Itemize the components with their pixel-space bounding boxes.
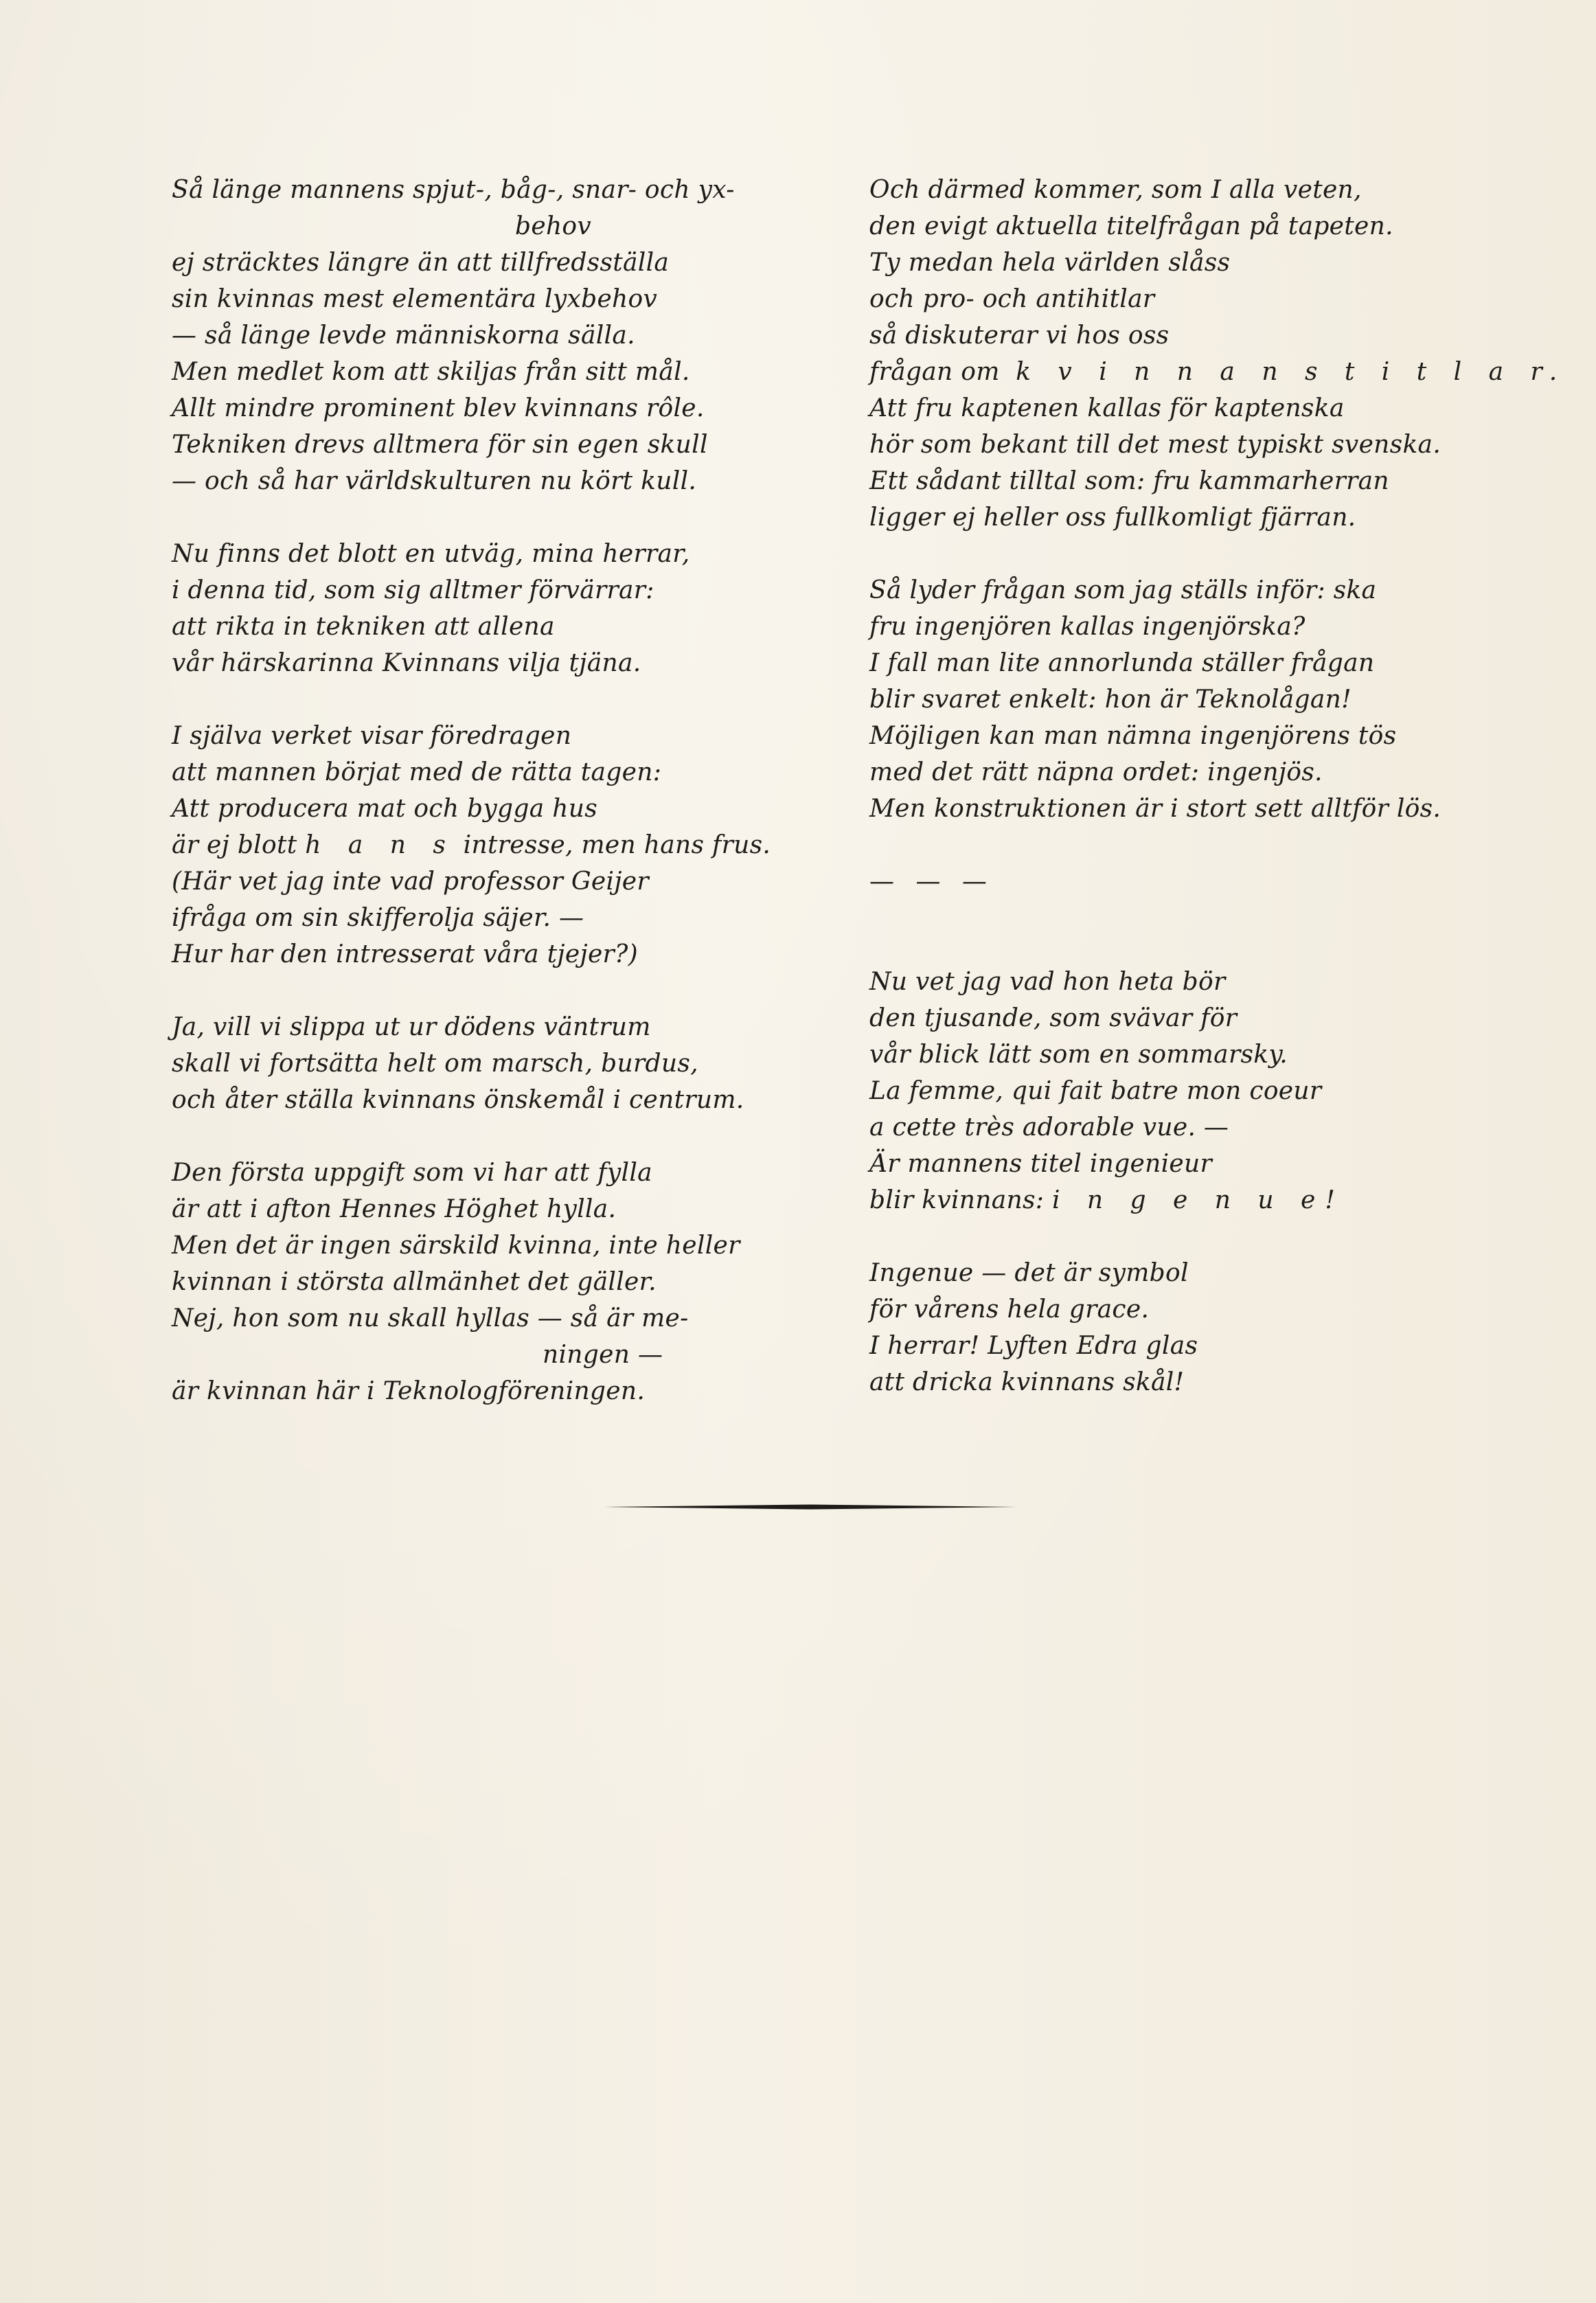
poem-line: I fall man lite annorlunda ställer frågan [869,649,1375,677]
decorative-rule [604,1504,1016,1510]
poem-line: kvinnan i största allmänhet det gäller. [172,1268,657,1296]
poem-line [869,354,1567,390]
poem-fragment: blir kvinnans: [869,1186,1045,1214]
poem-line: — och så har världskulturen nu kört kull. [172,467,697,495]
stanza [869,572,1487,827]
poem-line: hör som bekant till det mest typiskt svenska. [869,431,1441,459]
emphasized-word: k v i n n a n s t i t l a r. [1016,358,1567,386]
poem-line: Allt mindre prominent blev kvinnans rôle. [172,394,705,422]
poem-line: ej sträcktes längre än att tillfredsställa [172,249,670,277]
poem-line: Tekniken drevs alltmera för sin egen skull [172,431,708,459]
poem-line: den tjusande, som svävar för [869,1004,1238,1032]
stanza [172,172,762,499]
poem-line [172,827,771,863]
poem-line: Men konstruktionen är i stort sett alltför lös. [869,795,1441,823]
poem-line: Så lyder frågan som jag ställs inför: ska [869,576,1377,604]
poem-line: Och därmed kommer, som I alla veten, [869,176,1362,204]
stanza [172,1155,762,1409]
poem-line: (Här vet jag inte vad professor Geijer [172,867,649,896]
poem-line: att mannen börjat med de rätta tagen: [172,758,662,786]
emphasized-word: i n g e n u e! [1051,1186,1345,1214]
poem-line: Men medlet kom att skiljas från sitt mål. [172,358,690,386]
poem-line: I själva verket visar föredragen [172,722,572,750]
poem-line: att dricka kvinnans skål! [869,1368,1185,1396]
poem-line: och åter ställa kvinnans önskemål i centrum. [172,1086,744,1114]
poem-line: Ingenue — det är symbol [869,1259,1189,1287]
poem-line: fru ingenjören kallas ingenjörska? [869,613,1306,641]
poem-line: behov [515,212,592,240]
poem-line: Ja, vill vi slippa ut ur dödens väntrum [172,1013,651,1041]
stanza [172,718,771,973]
poem-line: a cette très adorable vue. — [869,1113,1229,1142]
stanza [172,536,762,681]
poem-left-column [172,172,771,1446]
poem-line: är att i afton Hennes Höghet hylla. [172,1195,617,1223]
poem-line: ligger ej heller oss fullkomligt fjärran. [869,503,1356,532]
stanza [172,1009,762,1118]
poem-line: skall vi fortsätta helt om marsch, burdus, [172,1050,698,1078]
poem-line: La femme, qui fait batre mon coeur [869,1077,1322,1105]
poem-line: är kvinnan här i Teknologföreningen. [172,1377,646,1405]
poem-line: ifråga om sin skifferolja säjer. — [172,904,584,932]
poem-line: för vårens hela grace. [869,1295,1150,1324]
poem-line: blir svaret enkelt: hon är Teknolågan! [869,685,1352,714]
poem-line: Så länge mannens spjut-, båg-, snar- och yx- [172,176,735,204]
poem-fragment: intresse, men hans frus. [463,831,771,859]
poem-line: med det rätt näpna ordet: ingenjös. [869,758,1323,786]
poem-line: — så länge levde människorna sälla. [172,321,635,350]
poem-line: vår härskarinna Kvinnans vilja tjäna. [172,649,641,677]
poem-fragment: frågan om [869,358,1000,386]
poem-line: Ty medan hela världen slåss [869,249,1231,277]
poem-line: och pro- och antihitlar [869,285,1155,313]
stanza [869,964,1487,1218]
poem-line: Att producera mat och bygga hus [172,795,597,823]
poem-line: Att fru kaptenen kallas för kaptenska [869,394,1345,422]
section-divider: — — — [869,867,994,896]
poem-fragment: är ej blott [172,831,297,859]
poem-line: Nu finns det blott en utväg, mina herrar, [172,540,690,568]
poem-line: Nej, hon som nu skall hyllas — så är me- [172,1304,689,1332]
poem-right-column [869,172,1567,1437]
emphasized-word: h a n s [305,831,455,859]
poem-line: Möjligen kan man nämna ingenjörens tös [869,722,1397,750]
poem-line: så diskuterar vi hos oss [869,321,1170,350]
stanza [869,1255,1487,1400]
poem-line: i denna tid, som sig alltmer förvärrar: [172,576,654,604]
poem-line: Nu vet jag vad hon heta bör [869,968,1226,996]
poem-line: ningen — [543,1341,663,1369]
poem-line: Den första uppgift som vi har att fylla [172,1159,652,1187]
poem-line: vår blick lätt som en sommarsky. [869,1041,1288,1069]
poem-line: den evigt aktuella titelfrågan på tapeten. [869,212,1393,240]
poem-line: Men det är ingen särskild kvinna, inte heller [172,1232,740,1260]
poem-line: att rikta in tekniken att allena [172,613,555,641]
poem-line [869,1182,1487,1218]
stanza [869,172,1567,536]
poem-line: Ett sådant tilltal som: fru kammarherran [869,467,1389,495]
poem-line: I herrar! Lyften Edra glas [869,1332,1198,1360]
poem-line: Hur har den intresserat våra tjejer?) [172,940,638,968]
poem-line: sin kvinnas mest elementära lyxbehov [172,285,658,313]
poem-line: Är mannens titel ingenieur [869,1150,1212,1178]
